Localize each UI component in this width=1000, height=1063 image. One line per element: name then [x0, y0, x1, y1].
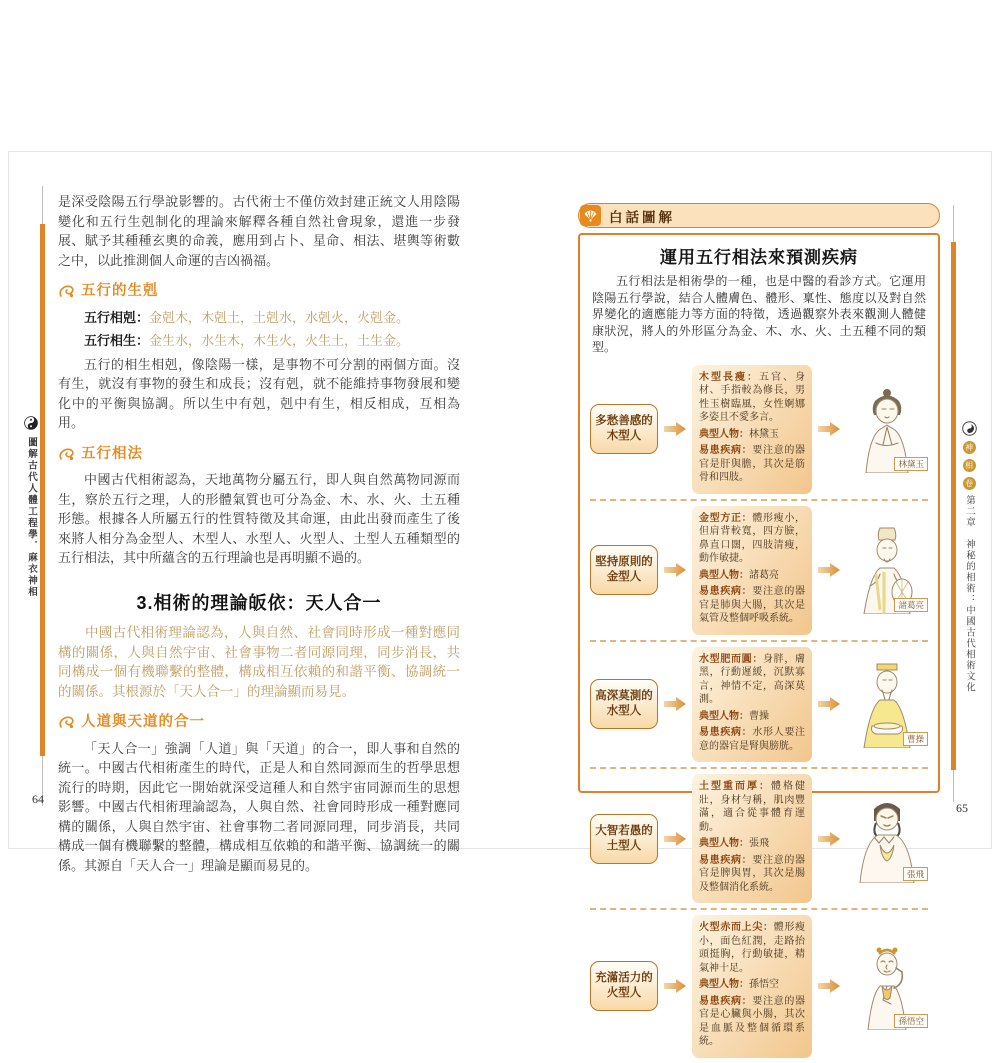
dragon-seal-icon — [58, 284, 75, 299]
earth-type-label: 大智若愚的 土型人 — [590, 814, 658, 864]
arrow-right-icon — [817, 695, 841, 713]
wood-type-label: 多愁善感的 木型人 — [590, 404, 658, 454]
wuxing-sheng-line: 五行相生：金生水，水生木，木生火，火生土，土生金。 — [84, 333, 410, 348]
right-spine — [959, 421, 979, 693]
arrow-right-icon — [817, 830, 841, 848]
figure-caption: 張飛 — [903, 867, 928, 881]
series-badge: 卷 — [963, 477, 976, 490]
arrow-right-icon — [663, 561, 687, 579]
xiangfa-paragraph: 中國古代相術認為，天地萬物分屬五行，即人與自然萬物同源而生，察於五行之理，人的形體氣質也可分為金、木、水、火、土五種形態。根據各人所屬五行的性質特徵及其命運，由此出發而產生了後來將人相分為金型人、木型人、水型人、火型人、土型人五種類型的五行相法，其中所蘊含的五行理論也是再明顯不過的。 — [58, 472, 460, 565]
arrow-right-icon — [817, 561, 841, 579]
book-title-spine: 圖解古代人體工程學．麻衣神相 — [26, 437, 37, 598]
baihua-header-bar — [578, 203, 940, 228]
wood-type-panel: 木型長瘦：五官、身材、手指較為修長，男性玉樹臨風，女性婀娜多姿且不愛多言。 典型人物：林黛玉 易患疾病：要注意的器官是肝與膽，其次是筋骨和四肢。 — [692, 365, 812, 494]
shengke-paragraph: 五行的相生相剋，像陰陽一樣，是事物不可分割的兩個方面。沒有生，就沒有事物的發生和成長；沒有剋，就不能維持事物發展和變化中的平衡與協調。所以生中有剋，剋中有生，相反相成，互相為用。 — [58, 356, 460, 430]
arrow-right-icon — [663, 420, 687, 438]
figure-zhang-fei — [846, 795, 928, 883]
tianren-lead-paragraph: 中國古代相術理論認為，人與自然、社會同時形成一種對應同構的關係，人與自然宇宙、社會事物二者同源同理，同步消長，共同構成一個有機聯繫的整體，構成相互依賴的和諧平衡、協調統一的關係。其根源於「天人合一」的理論顯而易見。 — [58, 625, 460, 699]
water-type-panel: 水型肥而圓：身胖，膚黑，行動遲緩，沉默寡言，神情不定，高深莫測。 典型人物：曹操 易患疾病：水形人要注意的器官是腎與膀胱。 — [692, 647, 812, 763]
series-badge: 相 — [963, 459, 976, 472]
arrow-right-icon — [817, 420, 841, 438]
metal-type-panel: 金型方正：體形瘦小，但肩背較寬，四方臉，鼻直口闊，四肢清瘦，動作敏捷。 典型人物：諸葛亮 易患疾病：要注意的器官是肺與大腸，其次是氣管及整個呼吸系統。 — [692, 506, 812, 635]
page-number-left: 64 — [32, 792, 44, 806]
figure-caption: 孫悟空 — [894, 1014, 928, 1028]
fire-type-panel: 火型赤而上尖：體形瘦小，面色紅潤，走路抬頭挺胸，行動敏捷，精氣神十足。 典型人物：孫悟空 易患疾病：要注意的器官是心臟與小腸，其次是血脈及整個循環系統。 — [692, 915, 812, 1058]
figure-caption: 林黛玉 — [894, 457, 928, 471]
yin-yang-icon — [24, 416, 38, 430]
arrow-right-icon — [663, 977, 687, 995]
box-title: 運用五行相法來預測疾病 — [660, 248, 858, 267]
type-row-water — [590, 640, 928, 768]
type-row-fire — [590, 908, 928, 1063]
type-row-metal — [590, 499, 928, 640]
water-type-label: 高深莫測的 水型人 — [590, 679, 658, 729]
right-rule-top — [953, 205, 954, 243]
left-rule-top — [42, 186, 43, 226]
right-orange-bar — [951, 242, 956, 770]
dragon-seal-icon — [58, 447, 75, 462]
box-intro: 五行相法是相術學的一種，也是中醫的看診方式。它運用陰陽五行學說，結合人體膚色、體形、稟性、態度以及對自然界變化的適應能力等方面的特徵，透過觀察外表來觀測人體健康狀況，將人的外形區分為金、木、水、火、土五種不同的類型。 — [592, 274, 926, 354]
type-row-earth — [590, 767, 928, 908]
arrow-right-icon — [663, 830, 687, 848]
page-number-right: 65 — [956, 801, 968, 815]
arrow-right-icon — [817, 977, 841, 995]
figure-caption: 曹操 — [903, 732, 928, 746]
arrow-right-icon — [663, 695, 687, 713]
figure-caption: 諸葛亮 — [894, 598, 928, 612]
baihua-header-label: 白話圖解 — [609, 209, 675, 225]
yin-yang-stamp-icon — [962, 421, 977, 436]
figure-cao-cao — [846, 660, 928, 748]
figure-lin-daiyu — [846, 385, 928, 473]
metal-type-label: 堅持原則的 金型人 — [590, 545, 658, 595]
series-badge: 神 — [963, 441, 976, 454]
rendao-paragraph: 「天人合一」強調「人道」與「天道」的合一，即人事和自然的統一。中國古代相術產生的時代，正是人和自然同源而生的哲學思想流行的時期，因此它一開始就深受這種人和自然宇宙同源而生的思想影響。中國古代相術理論認為，人與自然、社會同時形成一種對應同構的關係，人與自然宇宙、社會事物二者同源同理，同步消長，共同構成一個有機聯繫的整體，構成相互依賴的和諧平衡、協調統一的關係。其源自「天人合一」理論是顯而易見的。 — [58, 740, 460, 873]
section-heading-rendao: 人道與天道的合一 — [58, 713, 460, 733]
type-row-wood — [590, 360, 928, 499]
section-heading-shengke: 五行的生剋 — [58, 282, 460, 302]
wuxing-ke-line: 五行相剋：金剋木，木剋土，土剋水，水剋火，火剋金。 — [84, 309, 410, 325]
fire-type-label: 充滿活力的 火型人 — [590, 961, 658, 1011]
illustration-box — [578, 233, 940, 1047]
chapter-title-spine: 第二章 神秘的相術：中國古代相術文化 — [964, 495, 975, 693]
fan-shell-icon — [580, 205, 601, 226]
right-rule-bottom — [953, 770, 954, 802]
earth-type-panel: 土型重而厚：體格健壯，身材勻稱，肌肉豐滿，適合從事體育運動。 典型人物：張飛 易患疾病：要注意的器官是脾與胃，其次是腸及整個消化系統。 — [692, 774, 812, 903]
figure-zhuge-liang — [846, 526, 928, 614]
subchapter-title: 3.相術的理論皈依：天人合一 — [136, 592, 382, 613]
left-orange-bar — [40, 224, 45, 756]
left-spine — [22, 416, 40, 598]
figure-sun-wukong — [846, 942, 928, 1030]
intro-paragraph: 是深受陰陽五行學說影響的。古代術士不僅仿效封建正統文人用陰陽變化和五行生剋制化的理論來解釋各種自然社會現象，還進一步發展、賦予其種種玄奧的命義，應用到占卜、星命、相法、堪輿等術數之中，以此推測個人命運的吉凶禍福。 — [58, 194, 460, 268]
dragon-seal-icon — [58, 715, 75, 730]
section-heading-xiangfa: 五行相法 — [58, 445, 460, 465]
left-page-text — [58, 192, 460, 881]
